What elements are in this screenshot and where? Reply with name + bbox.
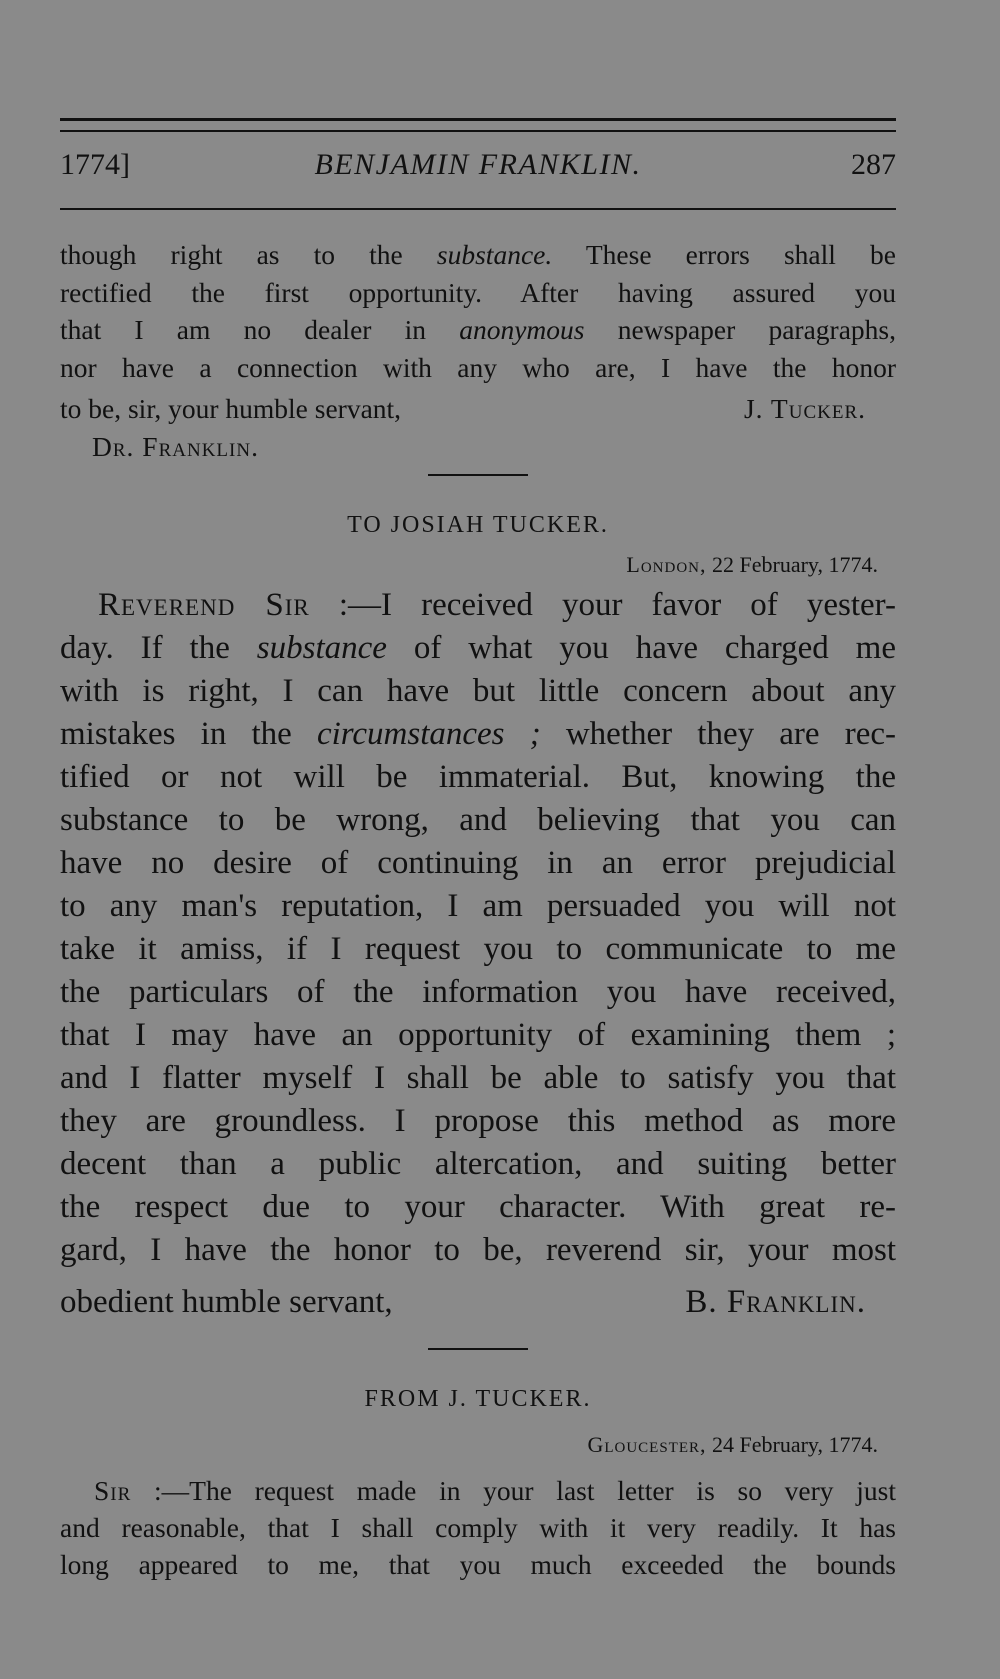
- top-rule-thick: [60, 118, 896, 121]
- section-divider: [428, 1348, 528, 1350]
- header-title: BENJAMIN FRANKLIN.: [314, 148, 642, 181]
- letter3-dateline: [587, 1432, 878, 1458]
- italic-run: substance.: [436, 239, 553, 270]
- letter2-body: [60, 584, 896, 1272]
- italic-run: circumstances ;: [316, 716, 541, 752]
- letter3-date: 24 February, 1774.: [712, 1432, 878, 1457]
- page-number: 287: [851, 148, 896, 181]
- section-divider: [428, 474, 528, 476]
- letter3-body: [60, 1472, 896, 1583]
- text-line: the particulars of the information you have received,: [60, 974, 896, 1010]
- text-run: of what you have charged me: [386, 630, 896, 666]
- text-line: [60, 236, 896, 274]
- text-line: that I may have an opportunity of examining them ;: [60, 1017, 896, 1053]
- text-line: rectified the first opportunity. After having assured you: [60, 276, 896, 308]
- letter2-closing: obedient humble servant,: [60, 1284, 393, 1320]
- text-run: I received your favor of yester-: [381, 587, 896, 623]
- text-line: substance to be wrong, and believing that you can: [60, 802, 896, 838]
- book-page: [60, 0, 896, 1679]
- text-line: tified or not will be immaterial. But, knowing the: [60, 759, 896, 795]
- text-line: have no desire of continuing in an error prejudicial: [60, 845, 896, 881]
- text-line: to any man's reputation, I am persuaded you will not: [60, 888, 896, 924]
- text-run: :—: [309, 587, 382, 623]
- text-run: These errors shall be: [552, 239, 896, 270]
- italic-run: anonymous: [459, 314, 585, 345]
- text-run: that I am no dealer in: [60, 314, 460, 345]
- text-line: [60, 311, 896, 349]
- letter2-signature: B. Franklin.: [685, 1284, 866, 1320]
- letter3-salutation: Sir: [94, 1475, 132, 1506]
- letter3-place: Gloucester,: [587, 1432, 707, 1457]
- letter3-heading: FROM J. TUCKER.: [364, 1386, 592, 1412]
- letter2-closing-row: [60, 1284, 896, 1321]
- text-line: the respect due to your character. With great re-: [60, 1189, 896, 1225]
- text-run: day. If the: [60, 630, 257, 666]
- text-line: nor have a connection with any who are, I have the honor: [60, 351, 896, 383]
- text-line: gard, I have the honor to be, reverend sir, your most: [60, 1232, 896, 1268]
- letter2-place: London,: [626, 552, 707, 577]
- text-run: :—: [131, 1475, 190, 1506]
- text-line: they are groundless. I propose this method as more: [60, 1103, 896, 1139]
- text-run: newspaper paragraphs,: [584, 314, 896, 345]
- text-line: and reasonable, that I shall comply with it very readily. It has: [60, 1512, 896, 1543]
- letter1-signature: J. Tucker.: [743, 393, 866, 424]
- text-run: though right as to the: [60, 239, 437, 270]
- text-run: mistakes in the: [60, 716, 317, 752]
- header-bottom-rule: [60, 208, 896, 210]
- text-line: long appeared to me, that you much exceeded the bounds: [60, 1549, 896, 1580]
- text-run: whether they are rec-: [540, 716, 896, 752]
- letter2-heading: TO JOSIAH TUCKER.: [347, 512, 609, 538]
- top-rule-thin: [60, 130, 896, 132]
- header-year: 1774]: [60, 148, 130, 181]
- text-line: decent than a public altercation, and suiting better: [60, 1146, 896, 1182]
- text-line: [60, 713, 896, 756]
- running-header: [60, 148, 896, 188]
- letter1-body: [60, 236, 896, 386]
- text-line: take it amiss, if I request you to communicate to me: [60, 931, 896, 967]
- italic-run: substance: [256, 630, 387, 666]
- text-line: [60, 584, 896, 627]
- text-line: [60, 627, 896, 670]
- text-line: with is right, I can have but little concern about any: [60, 673, 896, 709]
- text-run: The request made in your last letter is so very just: [189, 1475, 897, 1506]
- text-line: and I flatter myself I shall be able to satisfy you that: [60, 1060, 896, 1096]
- letter2-salutation: Reverend Sir: [98, 587, 310, 623]
- letter2-date: 22 February, 1774.: [712, 552, 878, 577]
- letter2-dateline: [626, 552, 878, 578]
- text-line: [60, 1472, 896, 1509]
- letter1-closing: to be, sir, your humble servant,: [60, 393, 402, 424]
- letter1-closing-row: [60, 393, 896, 425]
- letter1-addressee: Dr. Franklin.: [92, 431, 259, 462]
